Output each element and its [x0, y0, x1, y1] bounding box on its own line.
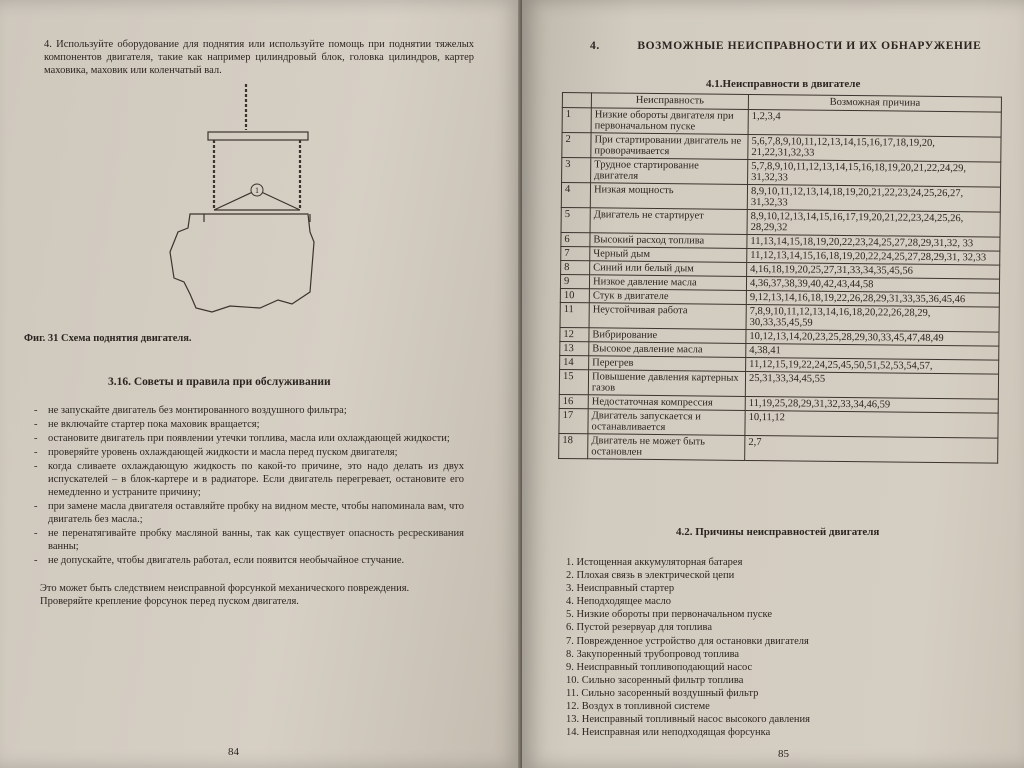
figure-caption: Фиг. 31 Схема поднятия двигателя.	[24, 333, 192, 344]
cause-cell: 10,12,13,14,20,23,25,28,29,30,33,45,47,48,49	[746, 329, 999, 346]
row-number-cell: 12	[560, 327, 589, 341]
fault-cell: При стартировании двигатель не проворачивается	[591, 133, 748, 160]
list-item: 14. Неисправная или неподходящая форсунка	[566, 727, 771, 739]
row-number-cell: 5	[561, 207, 590, 232]
row-number-cell: 4	[561, 183, 590, 208]
list-item: 10. Сильно засоренный фильтр топлива	[566, 674, 744, 686]
fault-cell: Синий или белый дым	[590, 261, 747, 277]
fault-cell: Низкая мощность	[590, 183, 747, 210]
list-item: 2. Плохая связь в электрической цепи	[566, 570, 735, 582]
maintenance-tips-list	[34, 404, 464, 568]
tips-continuation: Это может быть следствием неисправной форсункой механического повреждения. Проверяйте крепление форсунок перед пуском двигателя.	[40, 583, 410, 607]
cause-cell: 1,2,3,4	[748, 109, 1001, 137]
figure-callout-label: 1	[255, 186, 259, 195]
list-item: - остановите двигатель при появлении утечки топлива, масла или охлаждающей жидкости;	[34, 432, 464, 445]
fault-cell: Низкие обороты двигателя при первоначальном пуске	[591, 108, 748, 135]
fault-cell: Двигатель не стартирует	[590, 208, 747, 235]
row-number-cell: 15	[559, 369, 588, 394]
fault-cell: Черный дым	[590, 247, 747, 263]
lifting-instruction: 4. Используйте оборудование для поднятия или используйте помощь при поднятии тяжелых компонентов двигателя, такие как например цилиндровый блок, головка цилиндров, картер маховика, маховик или коленчатый вал.	[44, 39, 474, 76]
fault-cell: Вибрирование	[589, 328, 746, 344]
cause-cell: 4,38,41	[746, 343, 999, 360]
list-item: - проверяйте уровень охлаждающей жидкости и масла перед пуском двигателя;	[34, 446, 464, 459]
page-number: 84	[228, 746, 239, 758]
cause-cell: 7,8,9,10,11,12,13,14,16,18,20,22,26,28,29, 30,33,35,45,59	[746, 304, 999, 332]
table-row	[559, 433, 998, 463]
table-header: Неисправность	[591, 93, 748, 110]
right-page	[522, 0, 1024, 768]
list-item: 8. Закупоренный трубопровод топлива	[566, 648, 740, 660]
row-number-cell: 3	[562, 158, 591, 183]
fault-cell: Высокое давление масла	[589, 342, 746, 358]
list-item: 3. Неисправный стартер	[566, 583, 675, 595]
cause-cell: 4,36,37,38,39,40,42,43,44,58	[746, 276, 999, 293]
cause-cell: 5,6,7,8,9,10,11,12,13,14,15,16,17,18,19,20, 21,22,31,32,33	[748, 134, 1001, 162]
list-item: - не допускайте, чтобы двигатель работал, если появится необычайное стучание.	[34, 554, 464, 567]
subsection-title: 4.2. Причины неисправностей двигателя	[676, 526, 880, 538]
fault-cell: Недостаточная компрессия	[588, 395, 745, 411]
causes-list	[566, 556, 810, 739]
fault-cell: Перегрев	[589, 356, 746, 372]
list-item: 5. Низкие обороты при первоначальном пуске	[566, 609, 772, 621]
row-number-cell: 7	[561, 246, 590, 260]
cause-cell: 25,31,33,34,45,55	[745, 371, 998, 399]
list-item: - при замене масла двигателя оставляйте пробку на видном месте, чтобы напоминала вам, что двигатель без масла.;	[34, 500, 464, 526]
list-item: 6. Пустой резервуар для топлива	[566, 622, 712, 634]
list-item: - не включайте стартер пока маховик вращается;	[34, 418, 464, 431]
fault-cell: Трудное стартирование двигателя	[591, 158, 748, 185]
list-item: 9. Неисправный топливоподающий насос	[566, 661, 753, 673]
cause-cell: 11,12,15,19,22,24,25,45,50,51,52,53,54,57,	[746, 357, 999, 374]
table-header	[562, 93, 591, 108]
fault-cell: Неустойчивая работа	[589, 303, 746, 330]
row-number-cell: 18	[559, 433, 588, 458]
list-item: - не запускайте двигатель без монтированного воздушного фильтра;	[34, 404, 464, 417]
chapter-number: 4.	[590, 40, 600, 52]
row-number-cell: 1	[562, 108, 591, 133]
cause-cell: 5,7,8,9,10,11,12,13,14,15,16,18,19,20,21,22,24,29, 31,32,33	[748, 159, 1001, 187]
list-item: 12. Воздух в топливной системе	[566, 701, 710, 713]
chapter-heading	[590, 40, 981, 52]
fault-cell: Повышение давления картерных газов	[588, 370, 745, 397]
row-number-cell: 14	[560, 355, 589, 369]
row-number-cell: 2	[562, 133, 591, 158]
faults-table	[558, 92, 1002, 464]
fault-cell: Стук в двигателе	[589, 289, 746, 305]
row-number-cell: 8	[561, 260, 590, 274]
cause-cell: 11,19,25,28,29,31,32,33,34,46,59	[745, 396, 998, 413]
table-body	[559, 108, 1002, 464]
engine-lifting-figure	[160, 82, 330, 322]
row-number-cell: 13	[560, 341, 589, 355]
fault-cell: Двигатель не может быть остановлен	[588, 434, 745, 461]
cause-cell: 9,12,13,14,16,18,19,22,26,28,29,31,33,35,36,45,46	[746, 290, 999, 307]
cause-cell: 8,9,10,11,12,13,14,18,19,20,21,22,23,24,25,26,27, 31,32,33	[747, 184, 1000, 212]
list-item: - когда сливаете охлаждающую жидкость по какой-то причине, это надо делать из двух испускателей – в блок-картере и в радиаторе. Если двигатель перегревает, остановите его немедленно и устраните причину;	[34, 460, 464, 499]
row-number-cell: 9	[560, 274, 589, 288]
list-item: 7. Поврежденное устройство для остановки двигателя	[566, 635, 809, 647]
cause-cell: 10,11,12	[745, 410, 998, 438]
row-number-cell: 6	[561, 232, 590, 246]
list-item: 11. Сильно засоренный воздушный фильтр	[566, 687, 759, 699]
chapter-title: ВОЗМОЖНЫЕ НЕИСПРАВНОСТИ И ИХ ОБНАРУЖЕНИЕ	[637, 40, 982, 52]
cause-cell: 8,9,10,12,13,14,15,16,17,19,20,21,22,23,24,25,26, 28,29,32	[747, 209, 1000, 237]
cause-cell: 2,7	[745, 435, 998, 463]
row-number-cell: 17	[559, 408, 588, 433]
fault-cell: Низкое давление масла	[589, 275, 746, 291]
table-header: Возможная причина	[748, 94, 1001, 112]
fault-cell: Двигатель запускается и останавливается	[588, 409, 745, 436]
cause-cell: 11,13,14,15,18,19,20,22,23,24,25,27,28,29,31,32, 33	[747, 234, 1000, 251]
fault-cell: Высокий расход топлива	[590, 233, 747, 249]
list-item: - не перенатягивайте пробку масляной ванны, так как существует опасность ресрескивания ванны;	[34, 527, 464, 553]
cause-cell: 11,12,13,14,15,16,18,19,20,22,24,25,27,28,29,31, 32,33	[747, 248, 1000, 265]
row-number-cell: 11	[560, 302, 589, 327]
row-number-cell: 16	[559, 394, 588, 408]
list-item: 13. Неисправный топливный насос высокого давления	[566, 714, 810, 726]
section-title: 3.16. Советы и правила при обслуживании	[108, 376, 331, 388]
list-item: 4. Неподходящее масло	[566, 596, 672, 608]
subsection-title: 4.1.Неисправности в двигателе	[706, 78, 861, 90]
row-number-cell: 10	[560, 288, 589, 302]
list-item: 1. Истощенная аккумуляторная батарея	[566, 557, 743, 568]
page-number: 85	[778, 748, 789, 760]
cause-cell: 4,16,18,19,20,25,27,31,33,34,35,45,56	[747, 262, 1000, 279]
